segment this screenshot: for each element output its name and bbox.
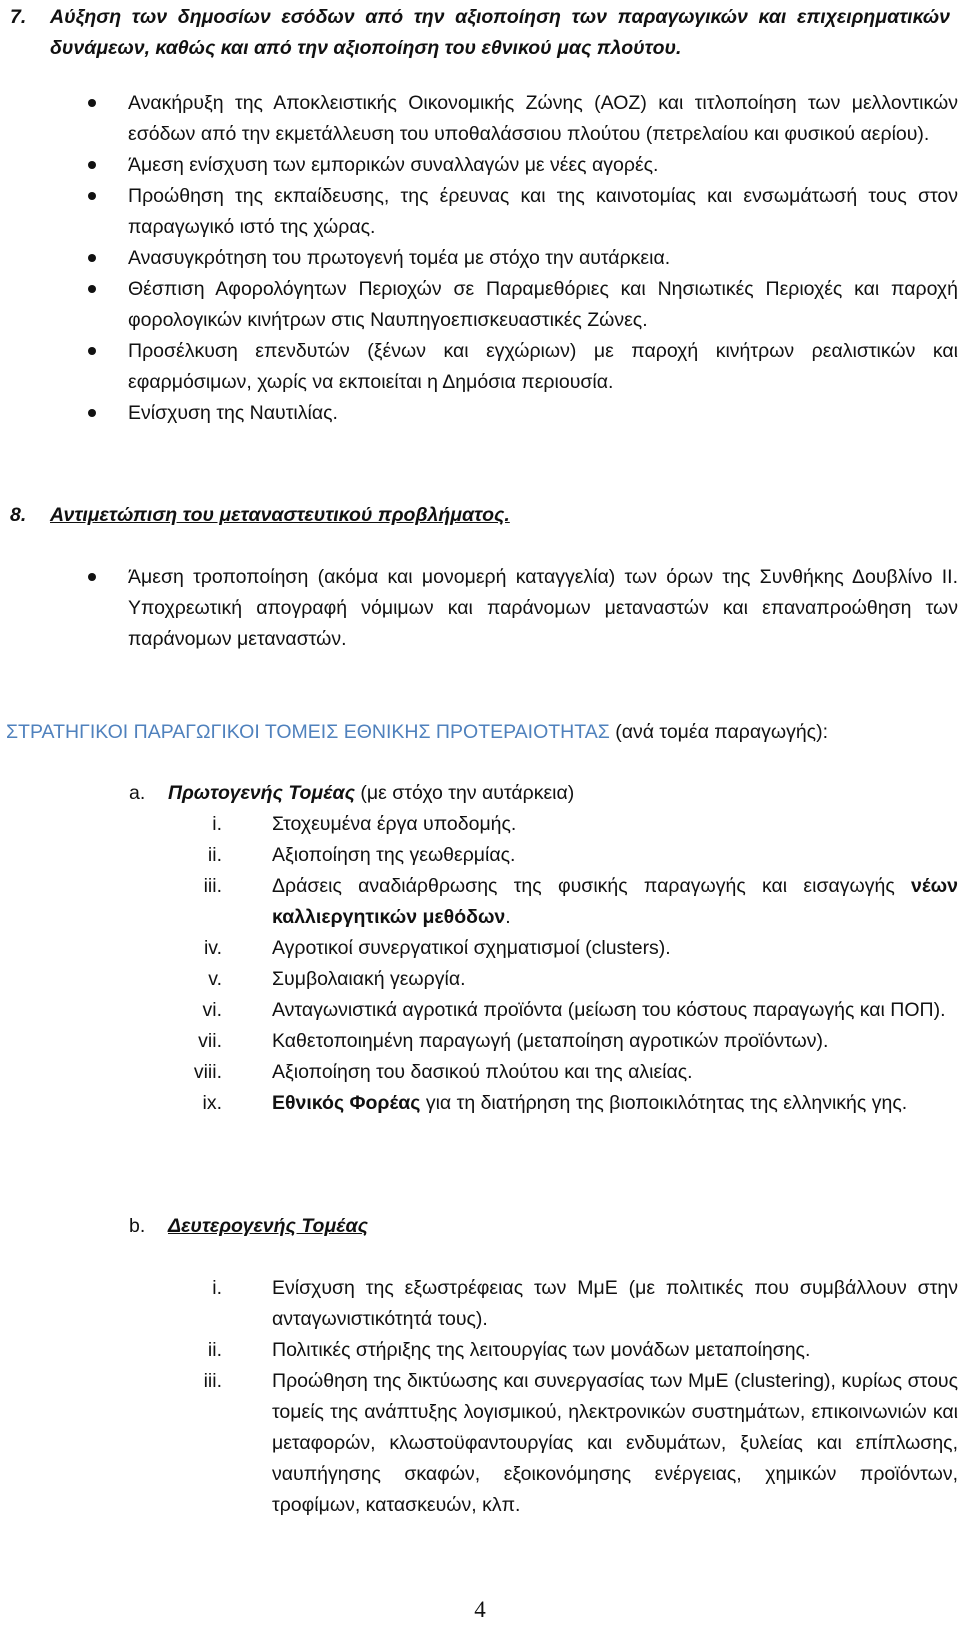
list-item: Ανακήρυξη της Αποκλειστικής Οικονομικής Ζώνης (ΑΟΖ) και τιτλοποίηση των μελλοντικών εσόδων από την εκμετάλλευση του υποθαλάσσιου πλούτου (πετρελαίου και φυσικού αερίου). bbox=[88, 88, 958, 150]
bullet-icon bbox=[88, 409, 96, 417]
list-item: Θέσπιση Αφορολόγητων Περιοχών σε Παραμεθόριες και Νησιωτικές Περιοχές και παροχή φορολογικών κινήτρων στις Ναυπηγοεπισκευαστικές Ζώνες. bbox=[88, 274, 958, 336]
bullet-icon bbox=[88, 161, 96, 169]
bullet-icon bbox=[88, 573, 96, 581]
list-item: Ανασυγκρότηση του πρωτογενή τομέα με στόχο την αυτάρκεια. bbox=[88, 243, 958, 274]
strategic-sectors-heading bbox=[6, 717, 956, 748]
list-item: Άμεση ενίσχυση των εμπορικών συναλλαγών με νέες αγορές. bbox=[88, 150, 958, 181]
secondary-sector-letter: b. bbox=[129, 1215, 146, 1237]
section-7-title: Αύξηση των δημοσίων εσόδων από την αξιοποίηση των παραγωγικών και επιχειρηματικών δυνάμεων, καθώς και από την αξιοποίηση του εθνικού μας πλούτου. bbox=[50, 6, 950, 59]
list-item: Ενίσχυση της Ναυτιλίας. bbox=[88, 398, 958, 429]
section-8-number: 8. bbox=[10, 504, 27, 526]
section-7-number: 7. bbox=[10, 6, 27, 28]
section-7-bullet-list bbox=[88, 88, 958, 429]
section-8-title: Αντιμετώπιση του μεταναστευτικού προβλήματος. bbox=[50, 504, 510, 526]
list-item: Προώθηση της εκπαίδευσης, της έρευνας και της καινοτομίας και ενσωμάτωσή τους στον παραγωγικό ιστό της χώρας. bbox=[88, 181, 958, 243]
list-item: Άμεση τροποποίηση (ακόμα και μονομερή καταγγελία) των όρων της Συνθήκης Δουβλίνο ΙΙ. Υποχρεωτική απογραφή νόμιμων και παράνομων μεταναστών και επαναπροώθηση των παράνομων μεταναστών. bbox=[88, 562, 958, 655]
list-item: vii. Καθετοποιημένη παραγωγή (μεταποίηση αγροτικών προϊόντων). bbox=[198, 1030, 829, 1052]
secondary-sector-title: Δευτερογενής Τομέας bbox=[168, 1215, 369, 1237]
bullet-icon bbox=[88, 347, 96, 355]
bullet-icon bbox=[88, 254, 96, 262]
list-item: v. Συμβολαιακή γεωργία. bbox=[208, 968, 466, 990]
strategic-sectors-title: ΣΤΡΑΤΗΓΙΚΟΙ ΠΑΡΑΓΩΓΙΚΟΙ ΤΟΜΕΙΣ ΕΘΝΙΚΗΣ ΠΡΟΤΕΡΑΙΟΤΗΤΑΣ bbox=[6, 721, 610, 743]
primary-sector-letter: a. bbox=[129, 782, 146, 804]
primary-sector-heading bbox=[129, 778, 949, 809]
bullet-icon bbox=[88, 99, 96, 107]
strategic-sectors-suffix: (ανά τομέα παραγωγής): bbox=[609, 721, 828, 743]
list-item: ii. Πολιτικές στήριξης της λειτουργίας των μονάδων μεταποίησης. bbox=[207, 1339, 811, 1361]
list-item: i. Στοχευμένα έργα υποδομής. bbox=[212, 813, 517, 835]
primary-sector-list bbox=[160, 809, 958, 1119]
section-7-heading bbox=[10, 2, 950, 64]
list-item: i. Ενίσχυση της εξωστρέφειας των ΜμΕ (με πολιτικές που συμβάλλουν στην ανταγωνιστικότητά τους). bbox=[212, 1277, 958, 1330]
list-item: Προσέλκυση επενδυτών (ξένων και εγχώριων) με παροχή κινήτρων ρεαλιστικών και εφαρμόσιμων, χωρίς να εκποιείται η Δημόσια περιουσία. bbox=[88, 336, 958, 398]
list-item: iii. Προώθηση της δικτύωσης και συνεργασίας των ΜμΕ (clustering), κυρίως στους τομείς της ανάπτυξης λογισμικού, ηλεκτρονικών συστημάτων, επικοινωνιών και μεταφορών, κλωστοϋφαντουργίας και ενδυμάτων, ξυλείας και επίπλωσης, ναυπήγησης σκαφών, εξοικονόμησης ενέργειας, χημικών προϊόντων, τροφίμων, κατασκευών, κλπ. bbox=[203, 1370, 958, 1516]
section-8-heading bbox=[10, 500, 950, 531]
list-item: ix. Εθνικός Φορέας για τη διατήρηση της βιοποικιλότητας της ελληνικής γης. bbox=[202, 1092, 908, 1114]
secondary-sector-heading bbox=[129, 1211, 949, 1242]
bullet-icon bbox=[88, 192, 96, 200]
list-item: ii. Αξιοποίηση της γεωθερμίας. bbox=[207, 844, 516, 866]
section-8-bullet-list bbox=[88, 562, 958, 655]
secondary-sector-list bbox=[160, 1273, 958, 1521]
page-number: 4 bbox=[474, 1597, 486, 1622]
list-item: iv. Αγροτικοί συνεργατικοί σχηματισμοί (clusters). bbox=[203, 937, 671, 959]
list-item: vi. Ανταγωνιστικά αγροτικά προϊόντα (μείωση του κόστους παραγωγής και ΠΟΠ). bbox=[202, 999, 946, 1021]
primary-sector-title: Πρωτογενής Τομέας bbox=[168, 782, 355, 804]
primary-sector-note: (με στόχο την αυτάρκεια) bbox=[355, 782, 575, 804]
list-item: iii. Δράσεις αναδιάρθρωσης της φυσικής παραγωγής και εισαγωγής νέων καλλιεργητικών μεθόδων. bbox=[203, 875, 958, 928]
list-item: viii. Αξιοποίηση του δασικού πλούτου και της αλιείας. bbox=[193, 1061, 693, 1083]
bullet-icon bbox=[88, 285, 96, 293]
